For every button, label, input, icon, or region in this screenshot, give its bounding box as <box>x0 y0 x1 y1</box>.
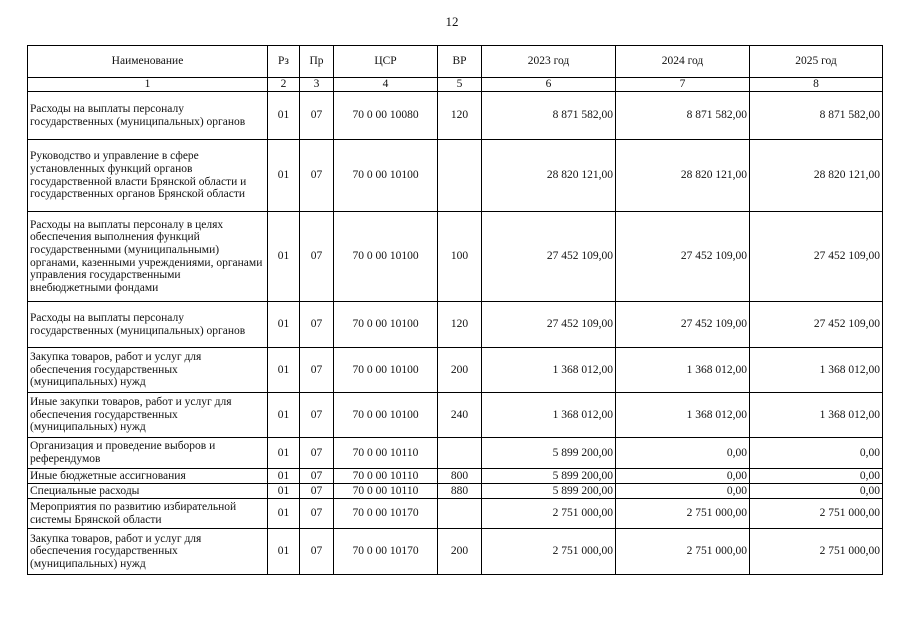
row-amount-2025: 27 452 109,00 <box>750 212 883 302</box>
row-rz: 01 <box>268 348 300 393</box>
column-header-2024: 2024 год <box>616 46 750 78</box>
table-row <box>28 140 883 212</box>
column-number: 2 <box>268 78 300 92</box>
row-amount-2024: 2 751 000,00 <box>616 499 750 529</box>
budget-table <box>27 45 883 575</box>
row-rz: 01 <box>268 484 300 499</box>
row-csr: 70 0 00 10170 <box>334 529 438 575</box>
row-csr: 70 0 00 10170 <box>334 499 438 529</box>
row-name: Иные закупки товаров, работ и услуг для обеспечения государственных (муниципальных) нужд <box>28 393 268 438</box>
row-amount-2024: 27 452 109,00 <box>616 212 750 302</box>
row-pr: 07 <box>300 393 334 438</box>
row-amount-2024: 2 751 000,00 <box>616 529 750 575</box>
row-amount-2023: 1 368 012,00 <box>482 393 616 438</box>
row-amount-2024: 27 452 109,00 <box>616 302 750 348</box>
row-pr: 07 <box>300 484 334 499</box>
table-row <box>28 484 883 499</box>
row-vr: 200 <box>438 529 482 575</box>
row-csr: 70 0 00 10100 <box>334 348 438 393</box>
row-amount-2024: 28 820 121,00 <box>616 140 750 212</box>
table-row <box>28 92 883 140</box>
row-amount-2024: 1 368 012,00 <box>616 393 750 438</box>
row-amount-2025: 0,00 <box>750 438 883 469</box>
row-vr: 880 <box>438 484 482 499</box>
row-csr: 70 0 00 10100 <box>334 212 438 302</box>
row-vr: 240 <box>438 393 482 438</box>
table-row <box>28 212 883 302</box>
table-row <box>28 438 883 469</box>
row-amount-2025: 27 452 109,00 <box>750 302 883 348</box>
row-pr: 07 <box>300 212 334 302</box>
row-amount-2025: 0,00 <box>750 484 883 499</box>
row-name: Организация и проведение выборов и референдумов <box>28 438 268 469</box>
row-vr: 800 <box>438 469 482 484</box>
column-number: 1 <box>28 78 268 92</box>
row-amount-2023: 2 751 000,00 <box>482 499 616 529</box>
row-rz: 01 <box>268 499 300 529</box>
column-header-2023: 2023 год <box>482 46 616 78</box>
row-name: Мероприятия по развитию избирательной системы Брянской области <box>28 499 268 529</box>
row-amount-2025: 1 368 012,00 <box>750 393 883 438</box>
row-amount-2025: 0,00 <box>750 469 883 484</box>
row-name: Иные бюджетные ассигнования <box>28 469 268 484</box>
row-vr <box>438 499 482 529</box>
row-name: Расходы на выплаты персоналу государственных (муниципальных) органов <box>28 92 268 140</box>
row-pr: 07 <box>300 140 334 212</box>
column-number: 8 <box>750 78 883 92</box>
row-amount-2025: 28 820 121,00 <box>750 140 883 212</box>
row-amount-2025: 2 751 000,00 <box>750 529 883 575</box>
table-row <box>28 302 883 348</box>
row-pr: 07 <box>300 438 334 469</box>
row-vr: 120 <box>438 302 482 348</box>
table-row <box>28 529 883 575</box>
row-amount-2023: 28 820 121,00 <box>482 140 616 212</box>
row-amount-2025: 2 751 000,00 <box>750 499 883 529</box>
row-rz: 01 <box>268 212 300 302</box>
row-amount-2024: 0,00 <box>616 438 750 469</box>
column-header-vr: ВР <box>438 46 482 78</box>
header-row <box>28 46 883 78</box>
row-pr: 07 <box>300 529 334 575</box>
column-number: 3 <box>300 78 334 92</box>
row-name: Специальные расходы <box>28 484 268 499</box>
row-amount-2024: 0,00 <box>616 469 750 484</box>
row-amount-2025: 1 368 012,00 <box>750 348 883 393</box>
column-number: 6 <box>482 78 616 92</box>
row-vr: 100 <box>438 212 482 302</box>
row-pr: 07 <box>300 92 334 140</box>
row-vr <box>438 438 482 469</box>
row-name: Закупка товаров, работ и услуг для обеспечения государственных (муниципальных) нужд <box>28 348 268 393</box>
row-rz: 01 <box>268 469 300 484</box>
row-amount-2023: 5 899 200,00 <box>482 438 616 469</box>
row-pr: 07 <box>300 302 334 348</box>
column-header-rz: Рз <box>268 46 300 78</box>
column-header-name: Наименование <box>28 46 268 78</box>
row-rz: 01 <box>268 438 300 469</box>
row-amount-2024: 1 368 012,00 <box>616 348 750 393</box>
column-number: 4 <box>334 78 438 92</box>
row-amount-2024: 8 871 582,00 <box>616 92 750 140</box>
column-header-csr: ЦСР <box>334 46 438 78</box>
row-amount-2023: 8 871 582,00 <box>482 92 616 140</box>
row-vr <box>438 140 482 212</box>
row-csr: 70 0 00 10110 <box>334 484 438 499</box>
row-name: Закупка товаров, работ и услуг для обеспечения государственных (муниципальных) нужд <box>28 529 268 575</box>
row-amount-2023: 5 899 200,00 <box>482 469 616 484</box>
row-csr: 70 0 00 10100 <box>334 140 438 212</box>
column-number: 5 <box>438 78 482 92</box>
row-csr: 70 0 00 10100 <box>334 302 438 348</box>
row-pr: 07 <box>300 499 334 529</box>
row-amount-2024: 0,00 <box>616 484 750 499</box>
row-rz: 01 <box>268 140 300 212</box>
row-amount-2023: 5 899 200,00 <box>482 484 616 499</box>
row-rz: 01 <box>268 529 300 575</box>
row-csr: 70 0 00 10100 <box>334 393 438 438</box>
row-name: Расходы на выплаты персоналу в целях обеспечения выполнения функций государственными (муниципальными) органами, казенными учреждениями, органами управления государственными внебюджетными фондами <box>28 212 268 302</box>
table-row <box>28 348 883 393</box>
row-csr: 70 0 00 10110 <box>334 438 438 469</box>
row-amount-2025: 8 871 582,00 <box>750 92 883 140</box>
row-amount-2023: 2 751 000,00 <box>482 529 616 575</box>
row-rz: 01 <box>268 302 300 348</box>
column-header-2025: 2025 год <box>750 46 883 78</box>
table-row <box>28 469 883 484</box>
column-number: 7 <box>616 78 750 92</box>
row-amount-2023: 1 368 012,00 <box>482 348 616 393</box>
row-vr: 120 <box>438 92 482 140</box>
row-vr: 200 <box>438 348 482 393</box>
column-number-row <box>28 78 883 92</box>
row-csr: 70 0 00 10080 <box>334 92 438 140</box>
row-amount-2023: 27 452 109,00 <box>482 302 616 348</box>
row-rz: 01 <box>268 92 300 140</box>
row-amount-2023: 27 452 109,00 <box>482 212 616 302</box>
row-pr: 07 <box>300 469 334 484</box>
column-header-pr: Пр <box>300 46 334 78</box>
row-name: Расходы на выплаты персоналу государственных (муниципальных) органов <box>28 302 268 348</box>
row-csr: 70 0 00 10110 <box>334 469 438 484</box>
row-pr: 07 <box>300 348 334 393</box>
row-rz: 01 <box>268 393 300 438</box>
table-row <box>28 499 883 529</box>
row-name: Руководство и управление в сфере установленных функций органов государственной власти Брянской области и государственных органов Брянской области <box>28 140 268 212</box>
table-row <box>28 393 883 438</box>
page-number: 12 <box>445 14 459 29</box>
